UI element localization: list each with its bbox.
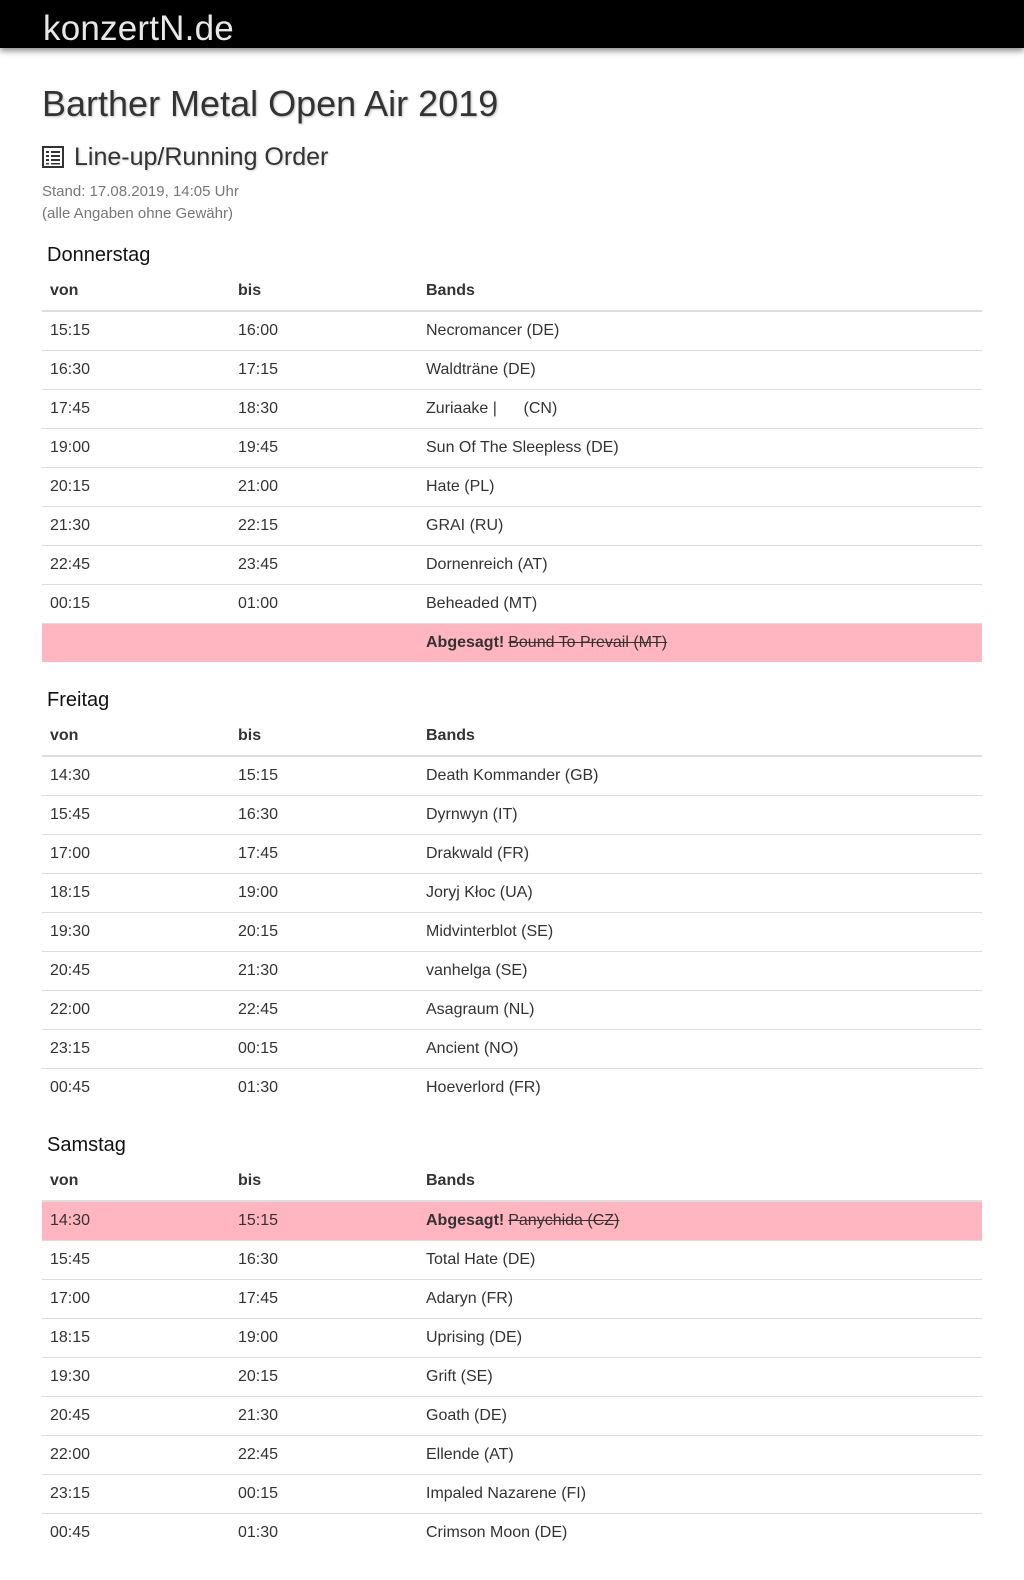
table-row <box>42 1397 982 1436</box>
header-bands: Bands <box>418 1162 982 1201</box>
band-name: Ellende (AT) <box>426 1446 514 1463</box>
header-bands: Bands <box>418 717 982 756</box>
table-row <box>42 1436 982 1475</box>
band-name: Hoeverlord (FR) <box>426 1079 541 1096</box>
table-row <box>42 585 982 624</box>
band-name: Asagraum (NL) <box>426 1001 535 1018</box>
start-time: 15:45 <box>42 1241 230 1280</box>
band-cell <box>418 1397 982 1436</box>
start-time: 19:30 <box>42 913 230 952</box>
start-time: 15:15 <box>50 322 91 339</box>
band-cell <box>418 835 982 874</box>
table-row <box>42 756 982 796</box>
band-cell <box>418 468 982 507</box>
band-cell <box>418 1280 982 1319</box>
start-time <box>42 624 230 663</box>
disclaimer: (alle Angaben ohne Gewähr) <box>42 205 233 222</box>
end-time: 22:45 <box>230 1436 418 1475</box>
start-time: 18:15 <box>42 874 230 913</box>
end-time: 00:15 <box>230 1475 418 1514</box>
band-cell <box>418 874 982 913</box>
band-cell <box>418 429 982 468</box>
table-row <box>42 991 982 1030</box>
end-time: 01:00 <box>230 585 418 624</box>
band-cell <box>418 1069 982 1108</box>
table-row <box>42 1514 982 1553</box>
start-time: 14:30 <box>42 1201 230 1241</box>
start-time: 20:45 <box>42 1397 230 1436</box>
band-cell <box>418 311 982 351</box>
band-cell <box>418 624 982 663</box>
band-name: Dornenreich (AT) <box>426 556 548 573</box>
start-time: 19:00 <box>42 429 230 468</box>
band-name: Total Hate (DE) <box>426 1251 536 1268</box>
end-time: 18:30 <box>230 390 418 429</box>
band-cell <box>418 913 982 952</box>
band-cell <box>418 1358 982 1397</box>
band-name: Ancient (NO) <box>426 1040 519 1057</box>
end-time: 00:15 <box>230 1030 418 1069</box>
band-name: Impaled Nazarene (FI) <box>426 1485 587 1502</box>
end-time: 20:15 <box>230 913 418 952</box>
header-bis: bis <box>230 272 418 311</box>
band-cell <box>418 1241 982 1280</box>
table-row <box>42 1030 982 1069</box>
band-name: Sun Of The Sleepless (DE) <box>426 439 619 456</box>
band-cell <box>418 1201 982 1241</box>
table-header-row <box>42 717 982 756</box>
band-cell <box>418 507 982 546</box>
start-time: 15:45 <box>42 796 230 835</box>
table-row <box>42 1319 982 1358</box>
band-name: Drakwald (FR) <box>426 845 530 862</box>
start-time: 17:45 <box>42 390 230 429</box>
end-time: 21:30 <box>230 1397 418 1436</box>
table-header-row <box>42 1162 982 1201</box>
table-row <box>42 1241 982 1280</box>
end-time: 16:30 <box>230 1241 418 1280</box>
end-time: 17:45 <box>230 1280 418 1319</box>
start-time: 23:15 <box>42 1475 230 1514</box>
band-name: Midvinterblot (SE) <box>426 923 554 940</box>
list-icon <box>42 146 64 168</box>
table-row <box>42 1475 982 1514</box>
start-time: 00:45 <box>42 1514 230 1553</box>
band-name: Zuriaake | (CN) <box>426 400 558 417</box>
band-name: Waldträne (DE) <box>426 361 536 378</box>
end-time: 16:00 <box>238 322 279 339</box>
header-bands: Bands <box>418 272 982 311</box>
end-time: 15:15 <box>238 767 279 784</box>
table-row <box>42 1358 982 1397</box>
band-name: vanhelga (SE) <box>426 962 528 979</box>
section-header <box>42 141 328 173</box>
band-name: Dyrnwyn (IT) <box>426 806 518 823</box>
start-time: 18:15 <box>42 1319 230 1358</box>
table-row <box>42 546 982 585</box>
header-bis: bis <box>230 717 418 756</box>
end-time: 19:45 <box>230 429 418 468</box>
band-name: Beheaded (MT) <box>426 595 538 612</box>
band-cell <box>418 585 982 624</box>
start-time: 22:00 <box>42 991 230 1030</box>
running-order-table <box>42 1162 982 1552</box>
end-time: 23:45 <box>230 546 418 585</box>
running-order-table <box>42 717 982 1107</box>
section-title: Line-up/Running Order <box>74 143 329 171</box>
end-time: 22:45 <box>230 991 418 1030</box>
table-row <box>42 390 982 429</box>
band-name: Crimson Moon (DE) <box>426 1524 568 1541</box>
start-time: 14:30 <box>50 767 91 784</box>
header-von: von <box>42 717 230 756</box>
day-section-samstag <box>42 1128 982 1552</box>
header-bis: bis <box>230 1162 418 1201</box>
status-info <box>42 181 239 225</box>
top-navbar <box>0 0 1024 48</box>
end-time: 19:00 <box>230 874 418 913</box>
day-section-donnerstag <box>42 238 982 662</box>
band-name: Adaryn (FR) <box>426 1290 514 1307</box>
table-row-cancelled <box>42 624 982 663</box>
band-name: GRAI (RU) <box>426 517 504 534</box>
table-row <box>42 874 982 913</box>
end-time: 16:30 <box>230 796 418 835</box>
band-name: Hate (PL) <box>426 478 495 495</box>
band-name: Uprising (DE) <box>426 1329 523 1346</box>
end-time: 17:15 <box>230 351 418 390</box>
page-title: Barther Metal Open Air 2019 <box>42 83 499 124</box>
brand-logo-link[interactable]: konzertN.de <box>43 9 234 48</box>
band-cell <box>418 952 982 991</box>
table-row <box>42 1280 982 1319</box>
header-von: von <box>42 1162 230 1201</box>
table-row <box>42 351 982 390</box>
day-section-freitag <box>42 683 982 1107</box>
day-title: Samstag <box>47 1134 126 1156</box>
end-time <box>230 624 418 663</box>
band-cell <box>418 756 982 796</box>
end-time: 22:15 <box>230 507 418 546</box>
start-time: 23:15 <box>42 1030 230 1069</box>
start-time: 16:30 <box>42 351 230 390</box>
start-time: 19:30 <box>42 1358 230 1397</box>
start-time: 20:45 <box>42 952 230 991</box>
band-name: Necromancer (DE) <box>426 322 560 339</box>
band-name: Death Kommander (GB) <box>426 767 599 784</box>
table-row <box>42 429 982 468</box>
day-title: Donnerstag <box>47 244 151 266</box>
start-time: 17:00 <box>42 1280 230 1319</box>
end-time: 01:30 <box>230 1514 418 1553</box>
header-von: von <box>42 272 230 311</box>
band-name: Goath (DE) <box>426 1407 507 1424</box>
start-time: 17:00 <box>42 835 230 874</box>
start-time: 22:00 <box>42 1436 230 1475</box>
start-time: 00:15 <box>42 585 230 624</box>
end-time: 01:30 <box>230 1069 418 1108</box>
cancelled-badge: Abgesagt! <box>426 634 505 651</box>
start-time: 20:15 <box>42 468 230 507</box>
end-time: 15:15 <box>230 1201 418 1241</box>
band-cell <box>418 1030 982 1069</box>
end-time: 20:15 <box>230 1358 418 1397</box>
table-row <box>42 835 982 874</box>
band-name: Grift (SE) <box>426 1368 493 1385</box>
table-row <box>42 796 982 835</box>
band-cell <box>418 546 982 585</box>
table-row <box>42 468 982 507</box>
start-time: 21:30 <box>42 507 230 546</box>
band-cell <box>418 351 982 390</box>
table-row <box>42 507 982 546</box>
table-row-cancelled <box>42 1201 982 1241</box>
end-time: 21:00 <box>230 468 418 507</box>
band-cell <box>418 991 982 1030</box>
band-cell <box>418 1436 982 1475</box>
band-cell <box>418 1475 982 1514</box>
end-time: 21:30 <box>230 952 418 991</box>
start-time: 22:45 <box>42 546 230 585</box>
stand-timestamp: Stand: 17.08.2019, 14:05 Uhr <box>42 183 239 200</box>
cancelled-badge: Abgesagt! <box>426 1212 505 1229</box>
table-row <box>42 913 982 952</box>
band-cell <box>418 796 982 835</box>
start-time: 00:45 <box>42 1069 230 1108</box>
table-row <box>42 952 982 991</box>
table-row <box>42 311 982 351</box>
band-name: Joryj Kłoc (UA) <box>426 884 533 901</box>
band-cell <box>418 1319 982 1358</box>
end-time: 19:00 <box>230 1319 418 1358</box>
table-row <box>42 1069 982 1108</box>
band-name: Bound To Prevail (MT) <box>508 634 668 651</box>
table-header-row <box>42 272 982 311</box>
end-time: 17:45 <box>230 835 418 874</box>
running-order-table <box>42 272 982 662</box>
band-cell <box>418 390 982 429</box>
band-cell <box>418 1514 982 1553</box>
band-name: Panychida (CZ) <box>508 1212 620 1229</box>
day-title: Freitag <box>47 689 110 711</box>
